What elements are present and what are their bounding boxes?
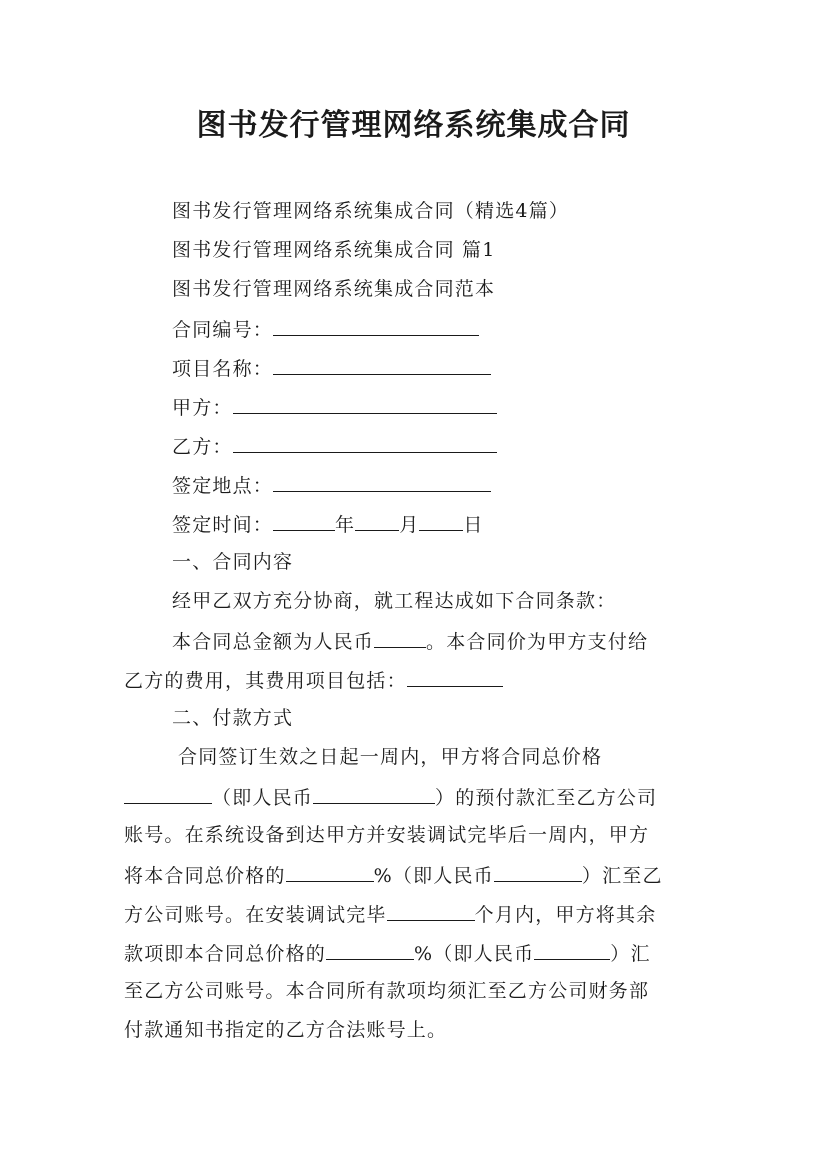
year-label: 年 <box>335 514 356 536</box>
contract-no-row <box>172 315 479 343</box>
rmb-blank-2 <box>534 939 610 960</box>
document-subtitle: 图书发行管理网络系统集成合同（精选4篇） <box>172 200 570 222</box>
party-a-blank <box>233 393 497 414</box>
s1-p2-text-c: 乙方的费用，其费用项目包括： <box>124 670 407 692</box>
s2-l2-text-b: ）的预付款汇至乙方公司 <box>435 787 658 809</box>
party-b-blank <box>233 432 497 453</box>
s2-line-5 <box>124 900 656 928</box>
project-name-blank <box>273 354 491 375</box>
s1-heading: 一、合同内容 <box>172 551 294 573</box>
s2-l4-text-a: 将本合同总价格的 <box>124 865 286 887</box>
day-label: 日 <box>463 514 484 536</box>
percent-blank-1 <box>286 861 374 882</box>
year-blank <box>273 510 335 531</box>
sign-place-blank <box>273 471 491 492</box>
s2-line-1: 合同签订生效之日起一周内，甲方将合同总价格 <box>178 746 603 768</box>
s2-line-4 <box>124 861 663 889</box>
percent-blank-2 <box>326 939 414 960</box>
total-price-blank <box>124 783 212 804</box>
party-a-label: 甲方： <box>172 397 233 419</box>
section-heading: 图书发行管理网络系统集成合同 篇1 <box>172 239 496 261</box>
contract-no-blank <box>273 315 479 336</box>
s1-p2-text-a: 本合同总金额为人民币 <box>172 631 375 653</box>
s2-line-6 <box>124 939 651 967</box>
s2-line-3: 账号。在系统设备到达甲方并安装调试完毕后一周内，甲方 <box>124 824 650 846</box>
month-label: 月 <box>399 514 420 536</box>
months-blank <box>387 900 475 921</box>
s2-l5-text-b: 个月内，甲方将其余 <box>474 904 657 926</box>
project-name-row <box>172 354 491 382</box>
s2-line-7: 至乙方公司账号。本合同所有款项均须汇至乙方公司财务部 <box>124 980 650 1002</box>
sign-place-label: 签定地点： <box>172 475 274 497</box>
s1-p2-text-b: 。本合同价为甲方支付给 <box>426 631 649 653</box>
party-b-label: 乙方： <box>172 436 233 458</box>
s1-paragraph-2-line-2 <box>124 666 503 694</box>
s2-l6-text-b: %（即人民币 <box>414 943 535 965</box>
s2-l6-text-a: 款项即本合同总价格的 <box>124 943 327 965</box>
s2-l5-text-a: 方公司账号。在安装调试完毕 <box>124 904 387 926</box>
sign-time-row <box>172 510 484 538</box>
s2-heading: 二、付款方式 <box>172 707 294 729</box>
sign-time-label: 签定时间： <box>172 514 274 536</box>
template-title: 图书发行管理网络系统集成合同范本 <box>172 278 496 300</box>
prepay-rmb-blank <box>313 783 435 804</box>
s2-l4-text-c: ）汇至乙 <box>581 865 663 887</box>
s2-line-2 <box>124 783 657 811</box>
day-blank <box>419 510 463 531</box>
s2-l4-text-b: %（即人民币 <box>373 865 494 887</box>
party-b-row <box>172 432 497 460</box>
s1-paragraph-2-line-1 <box>172 627 648 655</box>
project-name-label: 项目名称： <box>172 358 274 380</box>
s2-line-8: 付款通知书指定的乙方合法账号上。 <box>124 1019 448 1041</box>
s1-paragraph-1: 经甲乙双方充分协商，就工程达成如下合同条款： <box>172 590 617 612</box>
party-a-row <box>172 393 497 421</box>
fee-items-blank <box>407 666 503 687</box>
s2-l2-text-a: （即人民币 <box>212 787 314 809</box>
month-blank <box>355 510 399 531</box>
contract-no-label: 合同编号： <box>172 319 274 341</box>
document-title: 图书发行管理网络系统集成合同 <box>196 108 631 143</box>
s2-l6-text-c: ）汇 <box>610 943 651 965</box>
sign-place-row <box>172 471 491 499</box>
amount-blank <box>374 627 426 648</box>
rmb-blank-1 <box>494 861 582 882</box>
